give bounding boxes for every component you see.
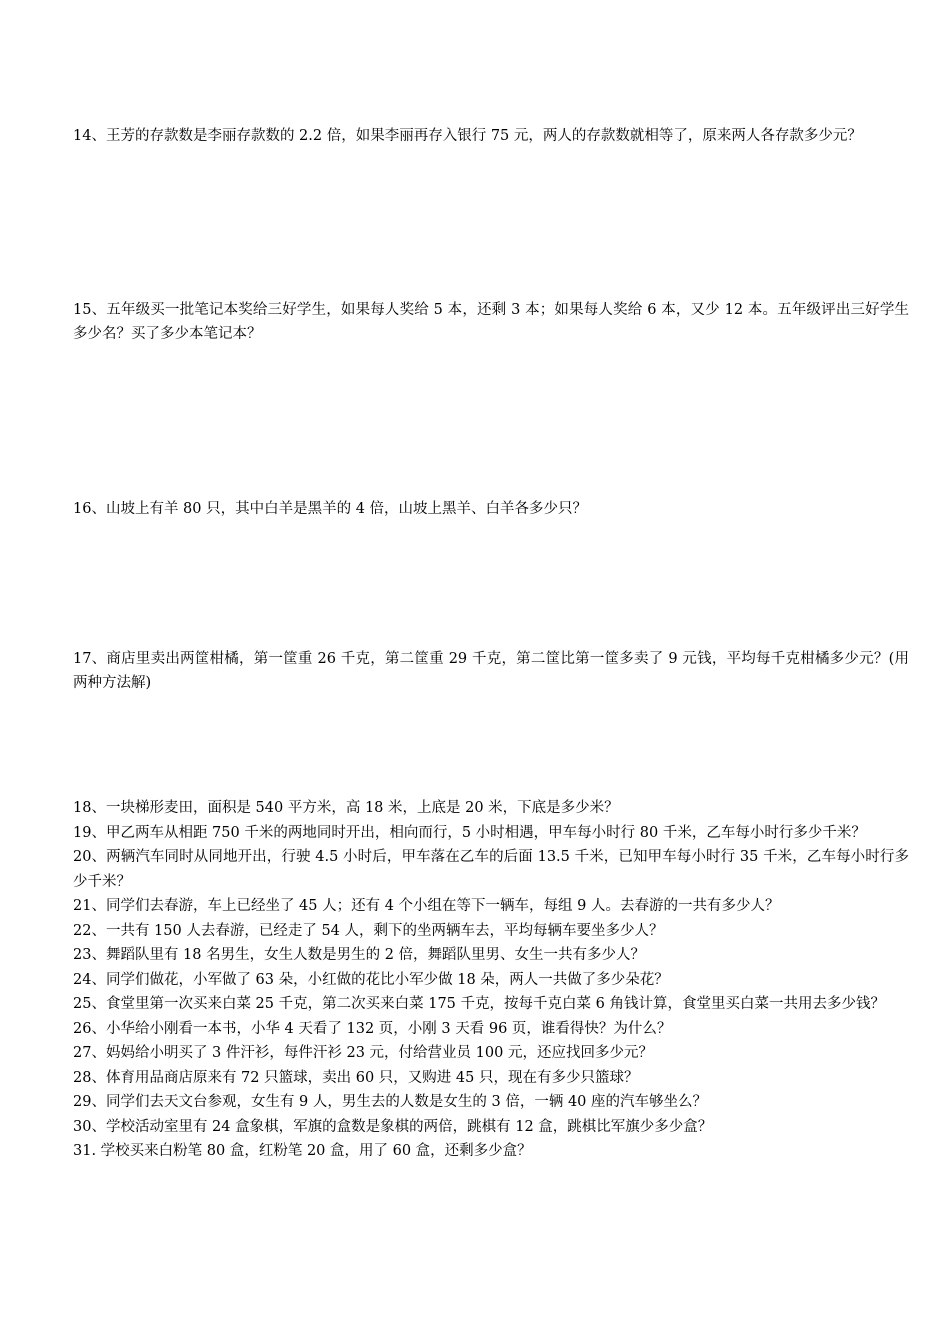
problem-22: 22、一共有 150 人去春游，已经走了 54 人，剩下的坐两辆车去，平均每辆车要坐多少人？ [73,922,664,939]
problem-23: 23、舞蹈队里有 18 名男生，女生人数是男生的 2 倍，舞蹈队里男、女生一共有多少人？ [73,947,646,963]
problem-25: 25、食堂里第一次买来白菜 25 千克，第二次买来白菜 175 千克，按每千克白菜 6 角钱计算，食堂里买白菜一共用去多少钱？ [73,996,885,1012]
problem-14: 14、王芳的存款数是李丽存款数的 2.2 倍，如果李丽再存入银行 75 元，两人的存款数就相等了，原来两人各存款多少元？ [73,128,862,144]
problem-26: 26、小华给小刚看一本书，小华 4 天看了 132 页，小刚 3 天看 96 页，谁看得快？为什么？ [73,1020,672,1037]
problem-20: 20、两辆汽车同时从同地开出，行驶 4.5 小时后，甲车落在乙车的后面 13.5 千米，已知甲车每小时行 35 千米，乙车每小时行多少千米？ [73,849,909,890]
problem-27: 27、妈妈给小明买了 3 件汗衫，每件汗衫 23 元，付给营业员 100 元，还应找回多少元？ [73,1045,653,1061]
problem-list [73,796,909,1164]
problem-21: 21、同学们去春游，车上已经坐了 45 人；还有 4 个小组在等下一辆车，每组 9 人。去春游的一共有多少人？ [73,898,780,914]
problem-29: 29、同学们去天文台参观，女生有 9 人，男生去的人数是女生的 3 倍，一辆 40 座的汽车够坐么？ [73,1094,708,1110]
problem-15: 15、五年级买一批笔记本奖给三好学生，如果每人奖给 5 本，还剩 3 本；如果每人奖给 6 本，又少 12 本。五年级评出三好学生多少名？买了多少本笔记本？ [73,302,909,342]
problem-24: 24、同学们做花，小军做了 63 朵，小红做的花比小军少做 18 朵，两人一共做了多少朵花？ [73,971,669,988]
problem-31: 31. 学校买来白粉笔 80 盒，红粉笔 20 盒，用了 60 盒，还剩多少盒？ [73,1143,532,1159]
problem-17: 17、商店里卖出两筐柑橘，第一筐重 26 千克，第二筐重 29 千克，第二筐比第一筐多卖了 9 元钱，平均每千克柑橘多少元？(用两种方法解) [73,651,909,691]
problem-16: 16、山坡上有羊 80 只，其中白羊是黑羊的 4 倍，山坡上黑羊、白羊各多少只？ [73,501,588,517]
problem-28: 28、体育用品商店原来有 72 只篮球，卖出 60 只，又购进 45 只，现在有多少只篮球？ [73,1069,639,1086]
problem-30: 30、学校活动室里有 24 盒象棋，军旗的盒数是象棋的两倍，跳棋有 12 盒，跳棋比军旗少多少盒？ [73,1118,713,1135]
problem-19: 19、甲乙两车从相距 750 千米的两地同时开出，相向而行，5 小时相遇，甲车每小时行 80 千米，乙车每小时行多少千米？ [73,824,866,841]
problem-18: 18、一块梯形麦田，面积是 540 平方米，高 18 米，上底是 20 米，下底是多少米？ [73,800,619,816]
